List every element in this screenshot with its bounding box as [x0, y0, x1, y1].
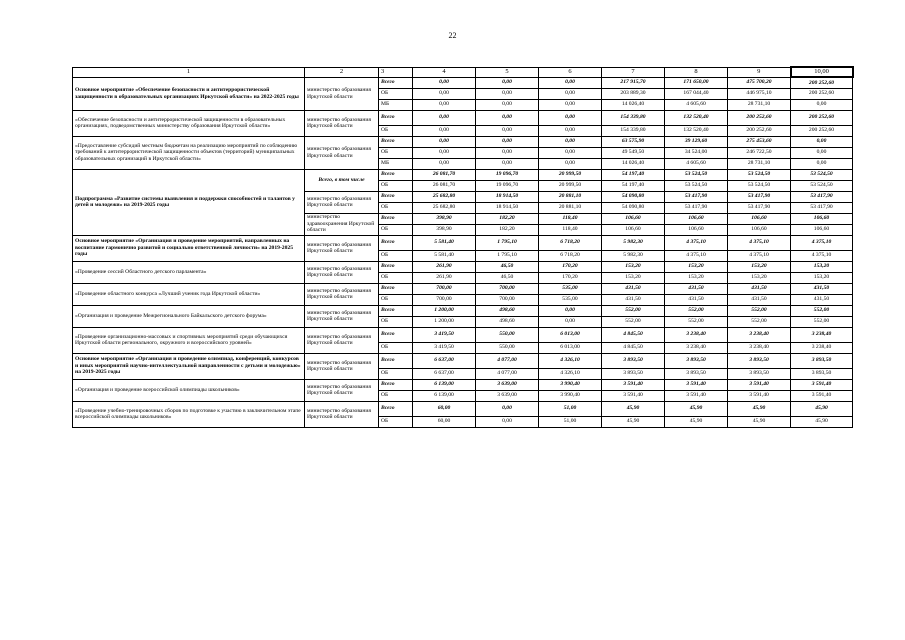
value-cell: 0,00: [476, 99, 539, 110]
value-cell: 20 999,50: [539, 169, 602, 180]
header-cell: 9: [728, 67, 791, 77]
activity-name-cell: Основное мероприятие «Организация и проведение олимпиад, конференций, конкурсов и иных мероприятий научно-интеллектуальной направленности с детьми и молодежью» на 2019-2025 годы: [73, 353, 305, 379]
value-cell: 200 252,60: [728, 110, 791, 125]
value-cell: 3 639,00: [476, 379, 539, 390]
executor-cell: министерство образования Иркутской области: [305, 110, 379, 136]
value-cell: 200 252,60: [791, 110, 853, 125]
value-cell: 3 893,50: [791, 368, 853, 379]
value-cell: 20 881,10: [539, 191, 602, 202]
funding-type-cell: Всего: [379, 283, 413, 294]
activity-name-cell: «Проведение учебно-тренировочных сборов по подготовке к участию в заключительном этапе всероссийской олимпиады школьников»: [73, 401, 305, 427]
value-cell: 170,20: [539, 261, 602, 272]
activity-name-cell: «Предоставление субсидий местным бюджетам на реализацию мероприятий по соблюдению требований к антитеррористической защищенности объектов (территорий) муниципальных образовательных организаций в Иркутской области»: [73, 136, 305, 169]
value-cell: 3 893,50: [728, 368, 791, 379]
value-cell: 3 893,50: [665, 368, 728, 379]
value-cell: 552,00: [791, 316, 853, 327]
value-cell: 4 326,10: [539, 368, 602, 379]
value-cell: 552,00: [665, 305, 728, 316]
value-cell: 60,00: [413, 416, 476, 427]
header-cell: 4: [413, 67, 476, 77]
value-cell: 26 081,70: [413, 169, 476, 180]
value-cell: 46,50: [476, 261, 539, 272]
value-cell: 106,60: [728, 213, 791, 224]
value-cell: 106,60: [791, 224, 853, 235]
value-cell: 20 881,10: [539, 202, 602, 213]
value-cell: 446 975,10: [728, 88, 791, 99]
value-cell: 4 375,10: [665, 235, 728, 250]
activity-name-cell: «Проведение сессий Областного детского парламента»: [73, 261, 305, 283]
table-row: [73, 283, 853, 294]
value-cell: 3 419,50: [413, 342, 476, 353]
funding-type-cell: Всего: [379, 353, 413, 368]
value-cell: 0,00: [791, 147, 853, 158]
value-cell: 398,90: [413, 213, 476, 224]
funding-type-cell: Всего: [379, 110, 413, 125]
value-cell: 535,00: [539, 283, 602, 294]
value-cell: 0,00: [539, 110, 602, 125]
budget-table: [72, 66, 854, 428]
value-cell: 4 845,50: [602, 327, 665, 342]
funding-type-cell: ОБ: [379, 390, 413, 401]
value-cell: 217 915,70: [602, 77, 665, 88]
value-cell: 170,20: [539, 272, 602, 283]
value-cell: 34 524,00: [665, 147, 728, 158]
table-row: [73, 235, 853, 250]
funding-type-cell: ОБ: [379, 125, 413, 136]
value-cell: 53 417,90: [728, 202, 791, 213]
value-cell: 26 081,70: [413, 180, 476, 191]
table-row: [73, 110, 853, 125]
value-cell: 4 375,10: [728, 250, 791, 261]
funding-type-cell: Всего: [379, 401, 413, 416]
executor-cell: министерство образования Иркутской области: [305, 261, 379, 283]
value-cell: 53 417,90: [791, 191, 853, 202]
value-cell: 3 238,40: [791, 342, 853, 353]
value-cell: 106,60: [665, 213, 728, 224]
funding-type-cell: Всего: [379, 235, 413, 250]
value-cell: 3 893,50: [791, 353, 853, 368]
value-cell: 3 238,40: [728, 327, 791, 342]
value-cell: 550,00: [476, 327, 539, 342]
value-cell: 552,00: [602, 305, 665, 316]
value-cell: 552,00: [791, 305, 853, 316]
value-cell: 0,00: [791, 158, 853, 169]
header-cell: 5: [476, 67, 539, 77]
value-cell: 398,90: [413, 224, 476, 235]
funding-type-cell: Всего: [379, 261, 413, 272]
value-cell: 200 252,60: [791, 77, 853, 88]
value-cell: 54 090,80: [602, 191, 665, 202]
value-cell: 4 605,60: [665, 99, 728, 110]
value-cell: 700,00: [476, 294, 539, 305]
value-cell: 0,00: [413, 158, 476, 169]
value-cell: 45,90: [665, 401, 728, 416]
value-cell: 25 682,80: [413, 191, 476, 202]
funding-type-cell: ОБ: [379, 224, 413, 235]
value-cell: 3 893,50: [602, 368, 665, 379]
value-cell: 3 893,50: [728, 353, 791, 368]
value-cell: 0,00: [791, 136, 853, 147]
funding-type-cell: ОБ: [379, 202, 413, 213]
value-cell: 0,00: [476, 147, 539, 158]
value-cell: 0,00: [413, 125, 476, 136]
activity-name-cell: «Обеспечение безопасности и антитеррористической защищенности в образовательных организациях, подведомственных министерству образования Иркутской области»: [73, 110, 305, 136]
value-cell: 0,00: [476, 416, 539, 427]
value-cell: 3 591,40: [791, 390, 853, 401]
funding-type-cell: ОБ: [379, 368, 413, 379]
value-cell: 106,60: [791, 213, 853, 224]
value-cell: 53 417,90: [728, 191, 791, 202]
value-cell: 0,00: [476, 88, 539, 99]
header-cell: 6: [539, 67, 602, 77]
table-row: [73, 327, 853, 342]
value-cell: 0,00: [476, 125, 539, 136]
funding-type-cell: ОБ: [379, 88, 413, 99]
value-cell: 63 575,90: [602, 136, 665, 147]
executor-cell: министерство образования Иркутской области: [305, 283, 379, 305]
value-cell: 431,50: [602, 294, 665, 305]
table-row: [73, 401, 853, 416]
value-cell: 153,20: [602, 261, 665, 272]
value-cell: 0,00: [539, 99, 602, 110]
value-cell: 153,20: [728, 261, 791, 272]
value-cell: 3 893,50: [602, 353, 665, 368]
value-cell: 431,50: [665, 283, 728, 294]
value-cell: 54 090,80: [602, 202, 665, 213]
value-cell: 552,00: [602, 316, 665, 327]
value-cell: 46,50: [476, 272, 539, 283]
value-cell: 3 639,00: [476, 390, 539, 401]
value-cell: 3 893,50: [665, 353, 728, 368]
executor-cell: министерство образования Иркутской области: [305, 136, 379, 169]
value-cell: 25 682,80: [413, 202, 476, 213]
value-cell: 0,00: [539, 125, 602, 136]
value-cell: 0,00: [539, 147, 602, 158]
value-cell: 552,00: [665, 316, 728, 327]
activity-name-cell: Основное мероприятие «Обеспечение безопасности и антитеррористической защищенности в образовательных организациях Иркутской области» на 2022-2025 годы: [73, 77, 305, 110]
value-cell: 3 591,40: [728, 390, 791, 401]
funding-type-cell: ОБ: [379, 147, 413, 158]
value-cell: 45,90: [791, 416, 853, 427]
value-cell: 3 238,40: [665, 327, 728, 342]
header-cell: 8: [665, 67, 728, 77]
value-cell: 3 990,40: [539, 390, 602, 401]
value-cell: 4 375,10: [791, 235, 853, 250]
value-cell: 19 096,70: [476, 169, 539, 180]
executor-cell: министерство образования Иркутской области: [305, 401, 379, 427]
value-cell: 45,90: [728, 416, 791, 427]
header-cell: 3: [379, 67, 413, 77]
value-cell: 3 591,40: [602, 390, 665, 401]
activity-name-cell: «Проведение организационно-массовых и спортивных мероприятий среди обучающихся Иркутской области регионального, окружного и всероссийского уровней»: [73, 327, 305, 353]
value-cell: 60,00: [413, 401, 476, 416]
value-cell: 200 252,60: [791, 125, 853, 136]
value-cell: 18 914,50: [476, 191, 539, 202]
value-cell: 45,90: [665, 416, 728, 427]
value-cell: 3 238,40: [665, 342, 728, 353]
value-cell: 246 722,50: [728, 147, 791, 158]
value-cell: 20 999,50: [539, 180, 602, 191]
value-cell: 1 200,00: [413, 305, 476, 316]
value-cell: 0,00: [413, 77, 476, 88]
value-cell: 431,50: [791, 283, 853, 294]
value-cell: 53 524,50: [791, 169, 853, 180]
value-cell: 132 520,40: [665, 125, 728, 136]
value-cell: 0,00: [539, 305, 602, 316]
table-row: [73, 305, 853, 316]
value-cell: 53 524,50: [728, 169, 791, 180]
value-cell: 3 591,40: [665, 390, 728, 401]
value-cell: 45,90: [791, 401, 853, 416]
value-cell: 51,00: [539, 416, 602, 427]
value-cell: 153,20: [665, 272, 728, 283]
executor-cell: министерство образования Иркутской области: [305, 327, 379, 353]
value-cell: 53 417,90: [665, 202, 728, 213]
value-cell: 475 700,20: [728, 77, 791, 88]
value-cell: 0,00: [476, 158, 539, 169]
table-row: [73, 379, 853, 390]
funding-type-cell: Всего: [379, 77, 413, 88]
value-cell: 53 417,90: [665, 191, 728, 202]
value-cell: 3 591,40: [602, 379, 665, 390]
value-cell: 1 200,00: [413, 316, 476, 327]
value-cell: 106,60: [602, 224, 665, 235]
value-cell: 431,50: [665, 294, 728, 305]
value-cell: 153,20: [791, 261, 853, 272]
executor-cell: министерство образования Иркутской области: [305, 235, 379, 261]
value-cell: 182,20: [476, 224, 539, 235]
value-cell: 153,20: [728, 272, 791, 283]
value-cell: 118,40: [539, 224, 602, 235]
funding-type-cell: Всего: [379, 136, 413, 147]
executor-cell: министерство образования Иркутской области: [305, 305, 379, 327]
funding-type-cell: ОБ: [379, 250, 413, 261]
value-cell: 106,60: [602, 213, 665, 224]
page-number: 22: [448, 31, 457, 40]
subtotal-label-cell: Всего, в том числе: [305, 169, 379, 191]
value-cell: 4 375,10: [791, 250, 853, 261]
value-cell: 53 524,50: [791, 180, 853, 191]
value-cell: 28 731,10: [728, 158, 791, 169]
value-cell: 153,20: [665, 261, 728, 272]
value-cell: 53 417,90: [791, 202, 853, 213]
funding-type-cell: Всего: [379, 305, 413, 316]
value-cell: 0,00: [413, 136, 476, 147]
value-cell: 54 197,40: [602, 180, 665, 191]
funding-type-cell: ОБ: [379, 316, 413, 327]
value-cell: 6 139,00: [413, 379, 476, 390]
header-cell: 10,00: [791, 67, 853, 77]
funding-type-cell: Всего: [379, 213, 413, 224]
value-cell: 3 419,50: [413, 327, 476, 342]
value-cell: 0,00: [413, 147, 476, 158]
value-cell: 550,00: [476, 342, 539, 353]
value-cell: 275 453,60: [728, 136, 791, 147]
value-cell: 700,00: [413, 283, 476, 294]
value-cell: 0,00: [539, 158, 602, 169]
value-cell: 154 339,80: [602, 125, 665, 136]
value-cell: 4 375,10: [728, 235, 791, 250]
value-cell: 4 326,10: [539, 353, 602, 368]
value-cell: 118,40: [539, 213, 602, 224]
value-cell: 39 129,60: [665, 136, 728, 147]
value-cell: 0,00: [539, 136, 602, 147]
funding-type-cell: Всего: [379, 169, 413, 180]
table-row: [73, 77, 853, 88]
value-cell: 3 238,40: [728, 342, 791, 353]
value-cell: 200 252,60: [728, 125, 791, 136]
value-cell: 6 637,00: [413, 353, 476, 368]
value-cell: 0,00: [476, 77, 539, 88]
funding-type-cell: ОБ: [379, 294, 413, 305]
value-cell: 0,00: [476, 110, 539, 125]
value-cell: 700,00: [413, 294, 476, 305]
funding-type-cell: Всего: [379, 379, 413, 390]
value-cell: 0,00: [539, 77, 602, 88]
table-row: [73, 261, 853, 272]
value-cell: 5 581,40: [413, 235, 476, 250]
value-cell: 51,00: [539, 401, 602, 416]
value-cell: 6 637,00: [413, 368, 476, 379]
value-cell: 535,00: [539, 294, 602, 305]
value-cell: 154 339,80: [602, 110, 665, 125]
value-cell: 3 238,40: [791, 327, 853, 342]
funding-type-cell: МБ: [379, 99, 413, 110]
value-cell: 0,00: [413, 88, 476, 99]
value-cell: 5 982,30: [602, 250, 665, 261]
funding-type-cell: Всего: [379, 191, 413, 202]
value-cell: 0,00: [413, 110, 476, 125]
value-cell: 45,90: [602, 401, 665, 416]
value-cell: 54 197,40: [602, 169, 665, 180]
value-cell: 498,60: [476, 305, 539, 316]
value-cell: 5 581,40: [413, 250, 476, 261]
value-cell: 6 718,20: [539, 250, 602, 261]
table-row: [73, 169, 853, 180]
executor-cell: министерство образования Иркутской области: [305, 353, 379, 379]
value-cell: 431,50: [728, 283, 791, 294]
value-cell: 200 252,60: [791, 88, 853, 99]
executor-cell: министерство здравоохранения Иркутской области: [305, 213, 379, 235]
value-cell: 4 077,00: [476, 368, 539, 379]
value-cell: 153,20: [602, 272, 665, 283]
value-cell: 5 982,30: [602, 235, 665, 250]
activity-name-cell: «Проведение областного конкурса «Лучший ученик года Иркутской области»: [73, 283, 305, 305]
value-cell: 132 520,40: [665, 110, 728, 125]
value-cell: 498,60: [476, 316, 539, 327]
funding-type-cell: ОБ: [379, 342, 413, 353]
value-cell: 1 795,10: [476, 250, 539, 261]
value-cell: 431,50: [728, 294, 791, 305]
value-cell: 431,50: [602, 283, 665, 294]
value-cell: 700,00: [476, 283, 539, 294]
value-cell: 0,00: [791, 99, 853, 110]
table-row: [73, 353, 853, 368]
executor-cell: министерство образования Иркутской области: [305, 379, 379, 401]
header-cell: 1: [73, 67, 305, 77]
value-cell: 14 026,40: [602, 158, 665, 169]
value-cell: 431,50: [791, 294, 853, 305]
value-cell: 261,90: [413, 261, 476, 272]
value-cell: 4 845,50: [602, 342, 665, 353]
value-cell: 182,20: [476, 213, 539, 224]
value-cell: 106,60: [728, 224, 791, 235]
value-cell: 4 605,60: [665, 158, 728, 169]
value-cell: 0,00: [539, 316, 602, 327]
value-cell: 6 013,00: [539, 327, 602, 342]
value-cell: 53 524,50: [665, 180, 728, 191]
funding-type-cell: МБ: [379, 158, 413, 169]
value-cell: 0,00: [476, 401, 539, 416]
value-cell: 14 026,40: [602, 99, 665, 110]
value-cell: 1 795,10: [476, 235, 539, 250]
header-row: [73, 67, 853, 77]
value-cell: 53 524,50: [665, 169, 728, 180]
funding-type-cell: ОБ: [379, 272, 413, 283]
value-cell: 0,00: [413, 99, 476, 110]
value-cell: 261,90: [413, 272, 476, 283]
value-cell: 167 044,40: [665, 88, 728, 99]
activity-name-cell: Подпрограмма «Развитие системы выявления и поддержки способностей и талантов у детей и молодежи» на 2019-2025 годы: [73, 169, 305, 235]
value-cell: 53 524,50: [728, 180, 791, 191]
value-cell: 45,90: [602, 416, 665, 427]
value-cell: 3 591,40: [728, 379, 791, 390]
value-cell: 3 990,40: [539, 379, 602, 390]
funding-type-cell: ОБ: [379, 416, 413, 427]
value-cell: 3 591,40: [791, 379, 853, 390]
value-cell: 3 591,40: [665, 379, 728, 390]
value-cell: 4 077,00: [476, 353, 539, 368]
value-cell: 106,60: [665, 224, 728, 235]
value-cell: 45,90: [728, 401, 791, 416]
executor-cell: министерство образования Иркутской области: [305, 77, 379, 110]
value-cell: 6 718,20: [539, 235, 602, 250]
activity-name-cell: «Организация и проведение всероссийской олимпиады школьников»: [73, 379, 305, 401]
activity-name-cell: Основное мероприятие «Организация и проведение мероприятий, направленных на воспитание гармонично развитой и социально ответственной личности» на 2019-2025 годы: [73, 235, 305, 261]
value-cell: 171 650,00: [665, 77, 728, 88]
value-cell: 552,00: [728, 305, 791, 316]
value-cell: 4 375,10: [665, 250, 728, 261]
header-cell: 2: [305, 67, 379, 77]
table-row: [73, 136, 853, 147]
funding-type-cell: ОБ: [379, 180, 413, 191]
value-cell: 49 549,50: [602, 147, 665, 158]
value-cell: 153,20: [791, 272, 853, 283]
activity-name-cell: «Организация и проведение Межрегионального Байкальского детского форума»: [73, 305, 305, 327]
value-cell: 28 731,10: [728, 99, 791, 110]
value-cell: 552,00: [728, 316, 791, 327]
value-cell: 6 139,00: [413, 390, 476, 401]
header-cell: 7: [602, 67, 665, 77]
value-cell: 6 013,00: [539, 342, 602, 353]
value-cell: 0,00: [539, 88, 602, 99]
value-cell: 0,00: [476, 136, 539, 147]
value-cell: 18 914,50: [476, 202, 539, 213]
executor-cell: министерство образования Иркутской области: [305, 191, 379, 213]
funding-type-cell: Всего: [379, 327, 413, 342]
value-cell: 19 096,70: [476, 180, 539, 191]
value-cell: 203 889,30: [602, 88, 665, 99]
